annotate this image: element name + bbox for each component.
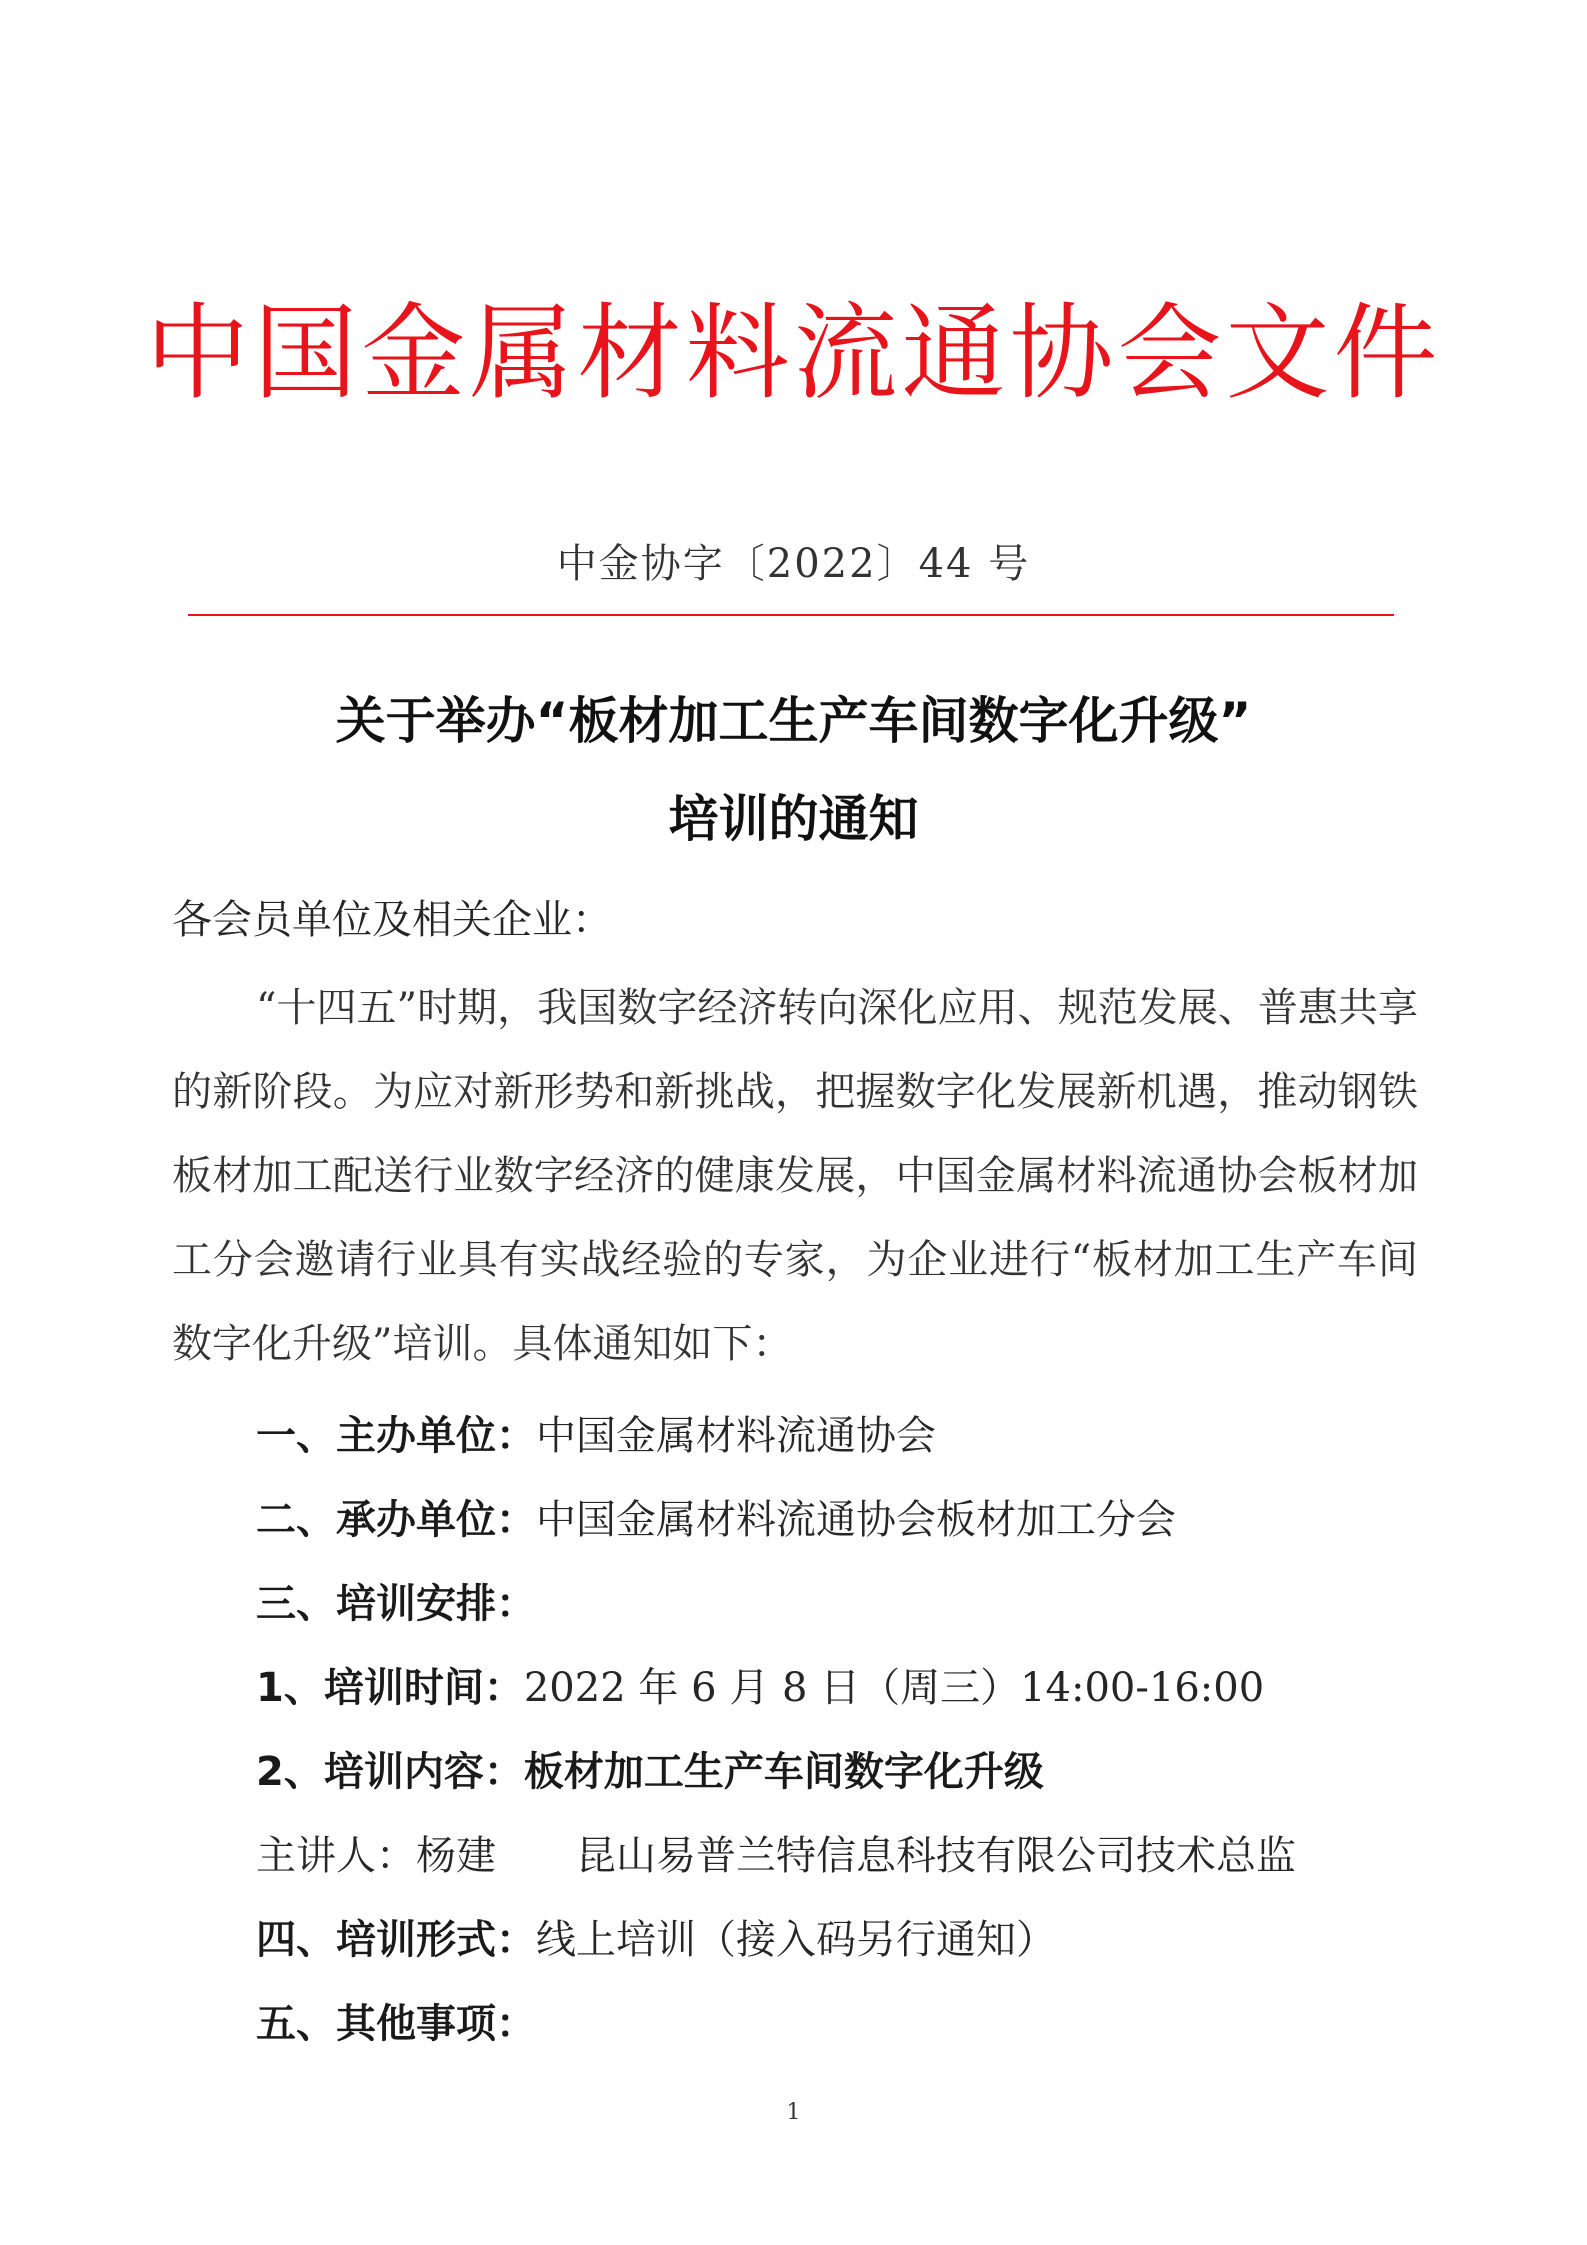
list-item <box>256 1824 1296 1881</box>
salutation: 各会员单位及相关企业： <box>172 897 612 943</box>
item-value: 2022 年 6 月 8 日（周三）14:00-16:00 <box>523 1665 1265 1711</box>
list-item <box>256 1908 1056 1965</box>
notice-title-line-2: 培训的通知 <box>668 790 919 848</box>
list-item <box>256 1740 1044 1797</box>
item-label: 2、培训内容： <box>256 1749 524 1795</box>
notice-title-line-1: 关于举办“板材加工生产车间数字化升级” <box>335 692 1252 750</box>
item-value: 杨建 昆山易普兰特信息科技有限公司技术总监 <box>416 1833 1296 1879</box>
item-value: 线上培训（接入码另行通知） <box>536 1917 1056 1963</box>
list-item <box>256 1404 936 1461</box>
item-label: 二、承办单位： <box>256 1497 536 1543</box>
issuer-header-title: 中国金属材料流通协会文件 <box>145 292 1442 414</box>
item-value: 板材加工生产车间数字化升级 <box>523 1749 1044 1795</box>
item-label: 1、培训时间： <box>256 1665 524 1711</box>
list-item <box>256 1572 536 1629</box>
item-value: 中国金属材料流通协会板材加工分会 <box>536 1497 1176 1543</box>
item-value: 中国金属材料流通协会 <box>536 1413 936 1459</box>
list-item <box>256 1656 1264 1713</box>
item-label: 主讲人： <box>256 1833 416 1879</box>
item-label: 一、主办单位： <box>256 1413 536 1459</box>
item-label: 三、培训安排： <box>256 1581 536 1627</box>
list-item <box>256 1992 536 2049</box>
list-item <box>256 1488 1176 1545</box>
intro-paragraph: “十四五”时期，我国数字经济转向深化应用、规范发展、普惠共享的新阶段。为应对新形势和新挑战，把握数字化发展新机遇，推动钢铁板材加工配送行业数字经济的健康发展，中国金属材料流通协会板材加工分会邀请行业具有实战经验的专家，为企业进行“板材加工生产车间数字化升级”培训。具体通知如下： <box>172 985 1418 1367</box>
notice-title <box>0 672 1587 868</box>
document-number: 中金协字〔2022〕44 号 <box>556 541 1031 587</box>
red-divider-line <box>188 614 1394 616</box>
page-number: 1 <box>786 2100 801 2125</box>
item-label: 四、培训形式： <box>256 1917 536 1963</box>
item-label: 五、其他事项： <box>256 2001 536 2047</box>
